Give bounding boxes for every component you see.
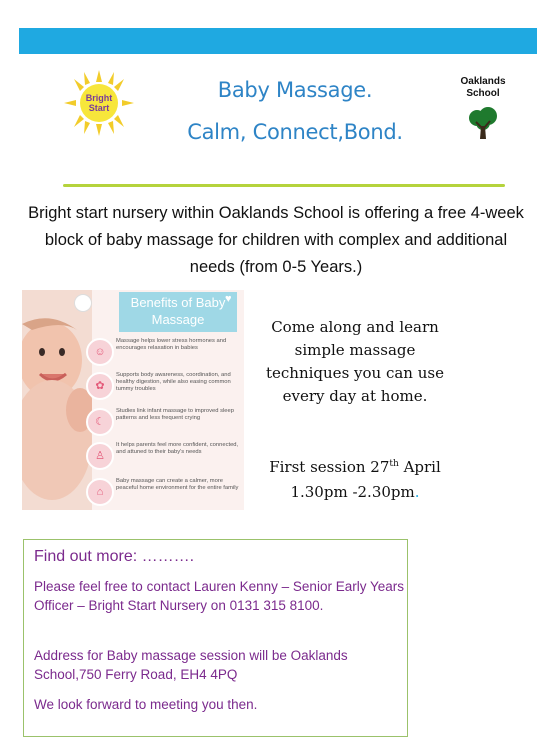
benefits-infographic <box>22 290 244 510</box>
tree-icon <box>466 106 500 140</box>
find-out-heading: Find out more: ………. <box>34 548 195 565</box>
benefit-item: ♙ It helps parents feel more confident, connected, and attuned to their baby's needs <box>86 440 242 470</box>
digestion-icon: ✿ <box>86 372 114 400</box>
top-banner <box>19 28 537 54</box>
benefit-item: ☾ Studies link infant massage to improved sleep patterns and less frequent crying <box>86 406 242 436</box>
address-text: Address for Baby massage session will be Oaklands School,750 Ferry Road, EH4 4PQ <box>34 648 348 682</box>
bright-start-logo <box>64 70 134 136</box>
sleep-icon: ☾ <box>86 408 114 436</box>
parent-icon: ♙ <box>86 442 114 470</box>
heart-icon: ♥ <box>225 293 232 305</box>
heart-badge-icon <box>74 294 92 312</box>
intro-text: Bright start nursery within Oaklands School is offering a free 4-week block of baby massage for children with complex and additional needs (from 0-5 Years.) <box>28 204 524 276</box>
session-date: First session 27th April <box>269 458 441 476</box>
benefit-item: ✿ Supports body awareness, coordination, and healthy digestion, while also easing common tummy troubles <box>86 370 242 400</box>
contact-text: Please feel free to contact Lauren Kenny – Senior Early Years Officer – Bright Start Nursery on 0131 315 8100. <box>34 579 404 613</box>
relax-icon: ☺ <box>86 338 114 366</box>
benefit-item: ⌂ Baby massage can create a calmer, more peaceful home environment for the entire family <box>86 476 242 506</box>
page-title-line1: Baby Massage. <box>217 78 373 102</box>
svg-text:Bright: Bright <box>85 93 113 103</box>
session-time: 1.30pm -2.30pm. <box>290 483 420 501</box>
session-info <box>258 452 452 505</box>
page-title-line2: Calm, Connect,Bond. <box>187 120 403 144</box>
find-out-more-box <box>23 539 408 737</box>
home-icon: ⌂ <box>86 478 114 506</box>
divider-line <box>63 184 505 187</box>
oaklands-school-name: Oaklands School <box>460 76 506 99</box>
benefit-item: ☺ Massage helps lower stress hormones and encourages relaxation in babies <box>86 336 242 366</box>
baby-photo <box>22 290 92 510</box>
svg-text:Start: Start <box>88 103 110 113</box>
come-along-text: Come along and learn simple massage techniques you can use every day at home. <box>266 318 444 405</box>
oaklands-school-logo <box>448 76 518 140</box>
closing-text: We look forward to meeting you then. <box>34 697 258 712</box>
infographic-title: Benefits of Baby Massage <box>119 292 237 332</box>
